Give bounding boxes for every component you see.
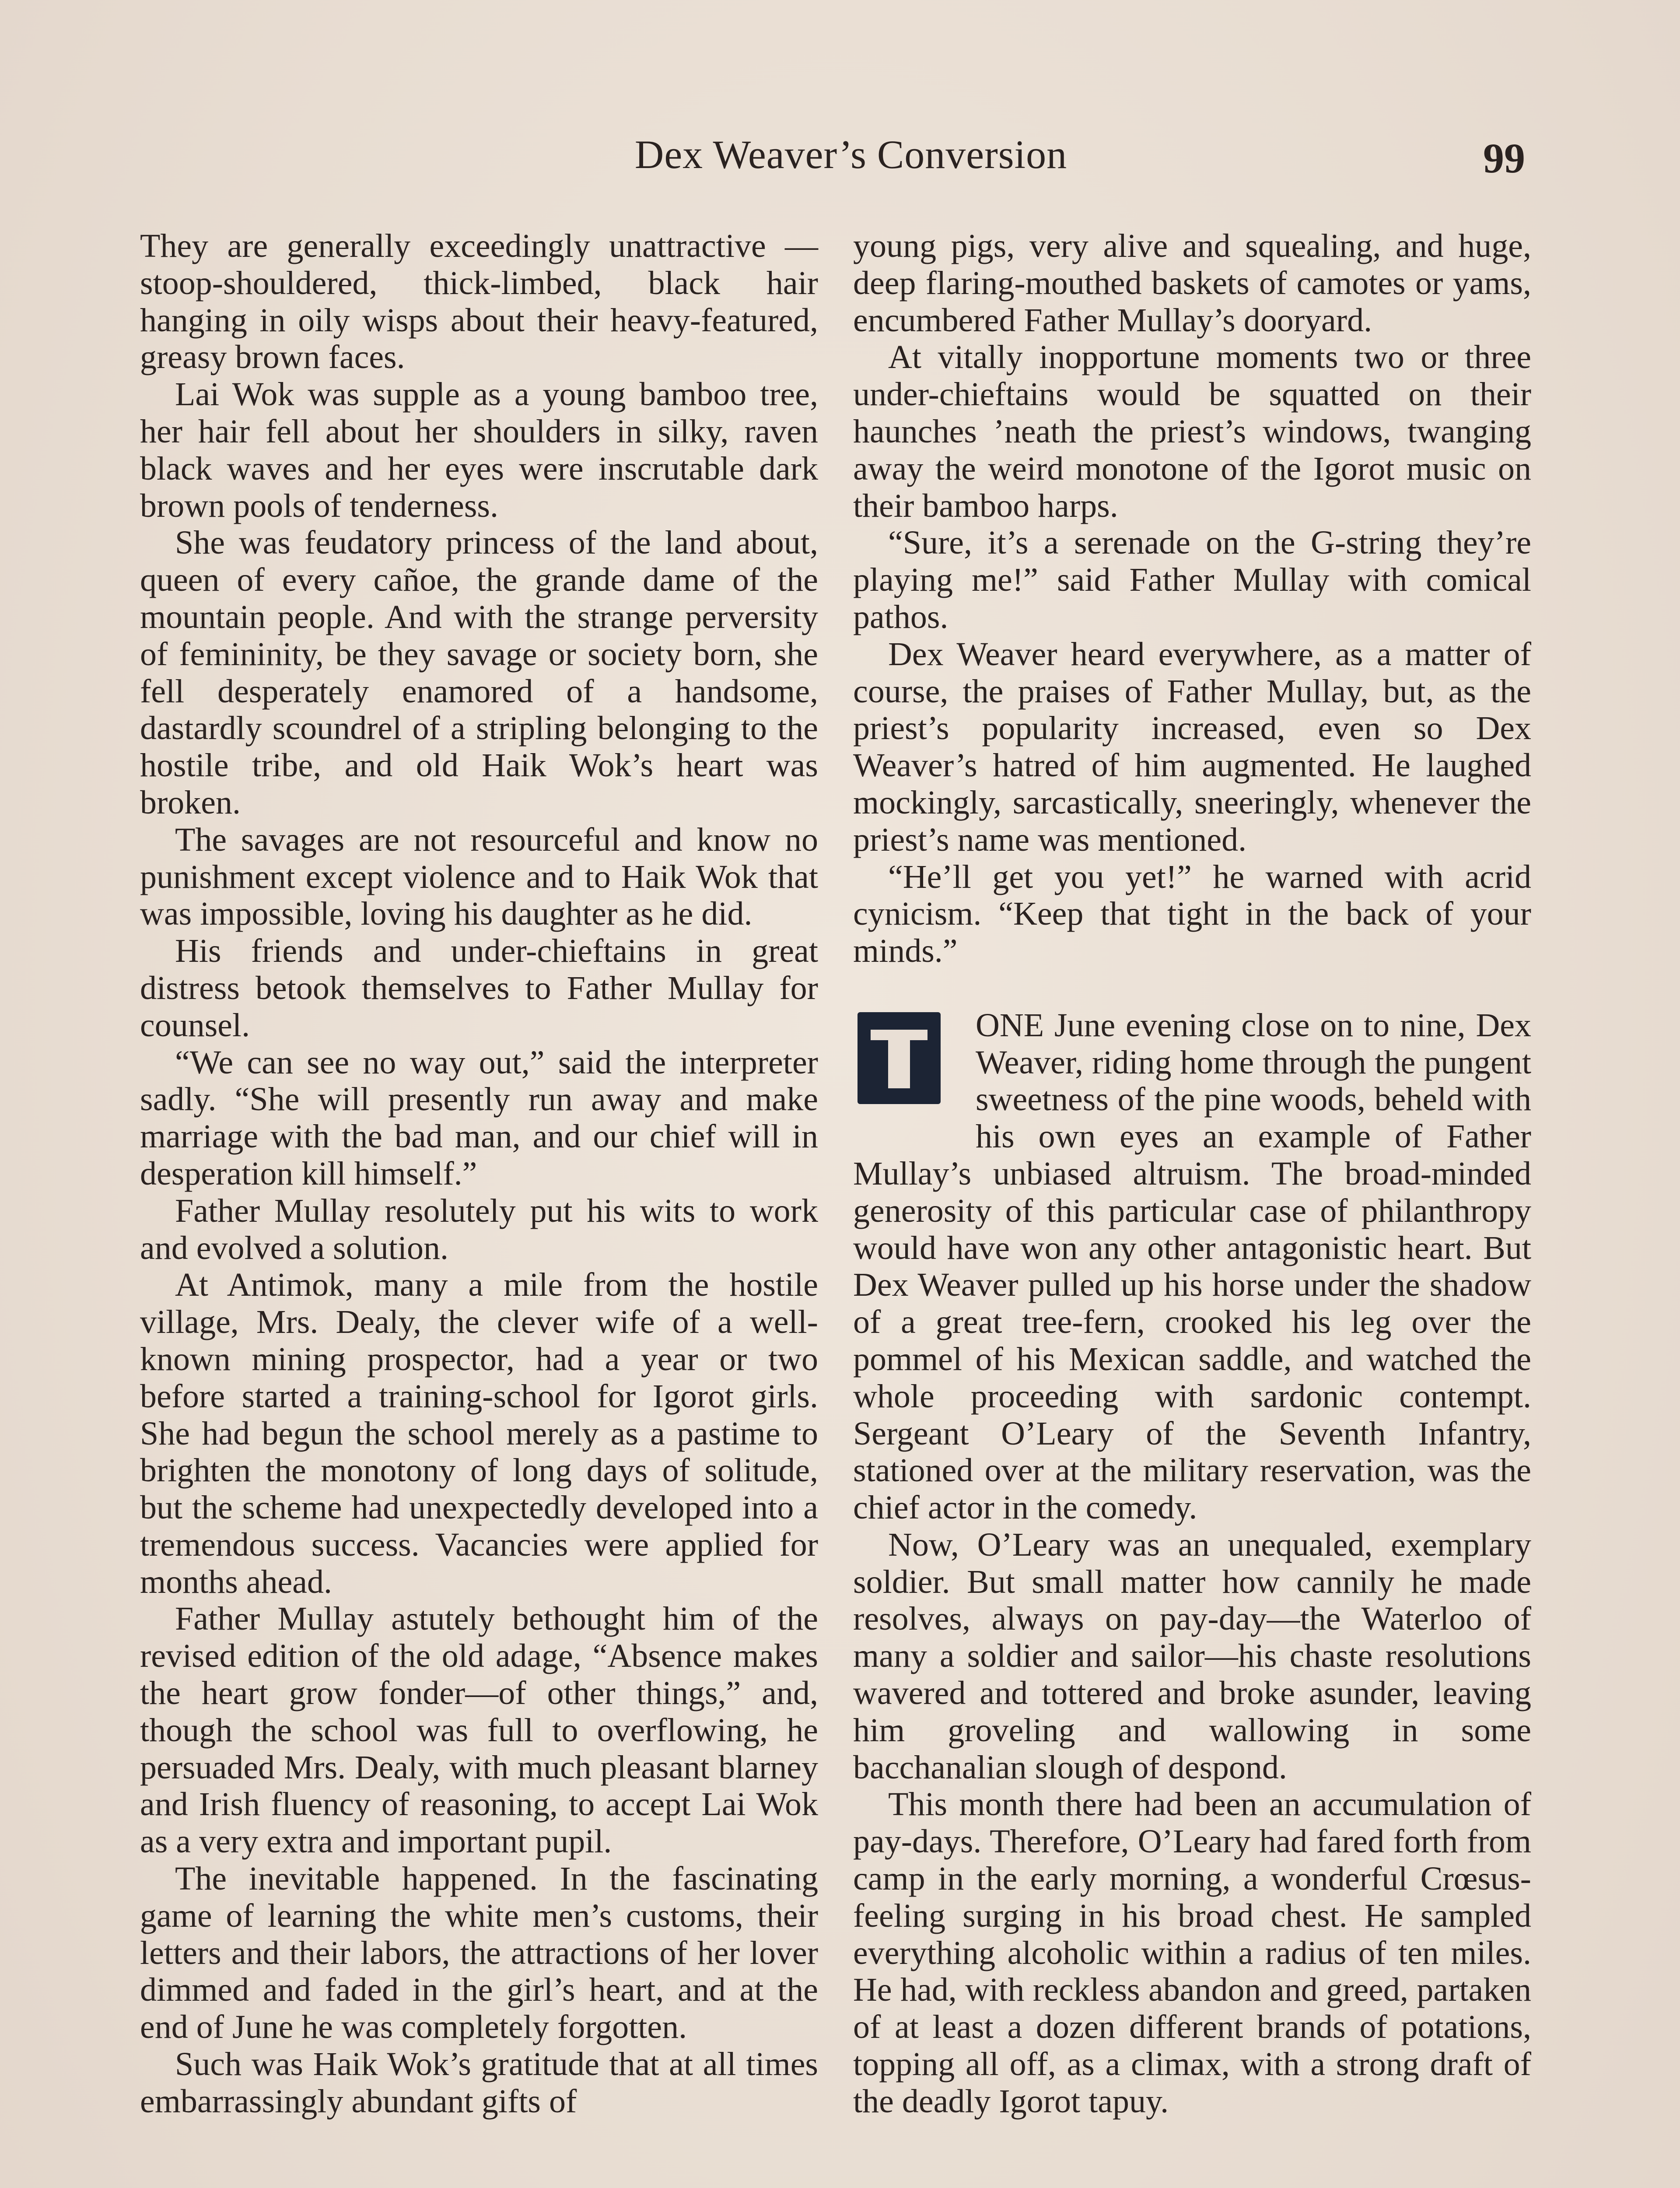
paragraph: Father Mullay astutely bethought him of the revised edition of the old adage, “Absence makes the heart grow fonder—of other things,” and, though the school was full to overflowing, he persuaded Mrs. Dealy, with much pleasant blarney and Irish fluency of reasoning, to accept Lai Wok as a very extra and important pupil. [140, 1600, 818, 1860]
right-column [853, 228, 1531, 2120]
paragraph: “Sure, it’s a serenade on the G-string they’re playing me!” said Father Mullay with comical pathos. [853, 524, 1531, 635]
paragraph: “He’ll get you yet!” he warned with acrid cynicism. “Keep that tight in the back of your minds.” [853, 858, 1531, 970]
paragraph: She was feudatory princess of the land about, queen of every cañoe, the grande dame of the mountain people. And with the strange perversity of femininity, be they savage or society born, she fell desperately enamored of a handsome, dastardly scoundrel of a stripling belonging to the hostile tribe, and old Haik Wok’s heart was broken. [140, 524, 818, 821]
paragraph: Now, O’Leary was an unequaled, exemplary soldier. But small matter how cannily he made resolves, always on pay-day—the Waterloo of many a soldier and sailor—his chaste resolutions wavered and tottered and broke asunder, leaving him groveling and wallowing in some bacchanalian slough of despond. [853, 1526, 1531, 1786]
paragraph: Such was Haik Wok’s gratitude that at all times embarrassingly abundant gifts of [140, 2046, 818, 2120]
paragraph: At Antimok, many a mile from the hostile village, Mrs. Dealy, the clever wife of a well-known mining prospector, had a year or two before started a training-school for Igorot girls. She had begun the school merely as a pastime to brighten the monotony of long days of solitude, but the scheme had unexpectedly developed into a tremendous success. Vacancies were applied for months ahead. [140, 1266, 818, 1600]
paragraph: “We can see no way out,” said the interpreter sadly. “She will presently run away and make marriage with the bad man, and our chief will in desperation kill himself.” [140, 1044, 818, 1192]
decorative-initial-icon [853, 1010, 962, 1119]
page-number: 99 [1483, 135, 1525, 182]
paragraph: The savages are not resourceful and know no punishment except violence and to Haik Wok that was impossible, loving his daughter as he did. [140, 821, 818, 933]
section-break [853, 970, 1531, 1007]
running-head [0, 123, 1680, 193]
paragraph: At vitally inopportune moments two or three under-chieftains would be squatted on their haunches ’neath the priest’s windows, twanging away the weird monotone of the Igorot music on their bamboo harps. [853, 339, 1531, 524]
paragraph: This month there had been an accumulation of pay-days. Therefore, O’Leary had fared forth from camp in the early morning, a wonderful Crœsus-feeling surging in his broad chest. He sampled everything alcoholic within a radius of ten miles. He had, with reckless abandon and greed, partaken of at least a dozen different brands of potations, topping all off, as a climax, with a strong draft of the deadly Igorot tapuy. [853, 1786, 1531, 2120]
paragraph: They are generally exceedingly unattractive —stoop-shouldered, thick-limbed, black hair hanging in oily wisps about their heavy-featured, greasy brown faces. [140, 228, 818, 376]
paragraph: Dex Weaver heard everywhere, as a matter of course, the praises of Father Mullay, but, as the priest’s popularity increased, even so Dex Weaver’s hatred of him augmented. He laughed mockingly, sarcastically, sneeringly, whenever the priest’s name was mentioned. [853, 635, 1531, 858]
paragraph: Father Mullay resolutely put his wits to work and evolved a solution. [140, 1192, 818, 1266]
paragraph: Lai Wok was supple as a young bamboo tree, her hair fell about her shoulders in silky, raven black waves and her eyes were inscrutable dark brown pools of tenderness. [140, 376, 818, 524]
paragraph: The inevitable happened. In the fascinating game of learning the white men’s customs, their letters and their labors, the attractions of her lover dimmed and faded in the girl’s heart, and at the end of June he was completely forgotten. [140, 1860, 818, 2046]
paragraph: His friends and under-chieftains in great distress betook themselves to Father Mullay for counsel. [140, 933, 818, 1044]
running-title: Dex Weaver’s Conversion [634, 132, 1068, 177]
dropcap-paragraph [853, 1007, 1531, 1526]
left-column [140, 228, 818, 2120]
paragraph: young pigs, very alive and squealing, and huge, deep flaring-mouthed baskets of camotes or yams, encumbered Father Mullay’s dooryard. [853, 228, 1531, 339]
dropcap-paragraph-text: ONE June evening close on to nine, Dex Weaver, riding home through the pungent sweetness of the pine woods, beheld with his own eyes an example of Father Mullay’s unbiased altruism. The broad-minded generosity of this particular case of philanthropy would have won any other antagonistic heart. But Dex Weaver pulled up his horse under the shadow of a great tree-fern, crooked his leg over the pommel of his Mexican saddle, and watched the whole proceeding with sardonic contempt. Sergeant O’Leary of the Seventh Infantry, stationed over at the military reservation, was the chief actor in the comedy. [853, 1006, 1531, 1526]
